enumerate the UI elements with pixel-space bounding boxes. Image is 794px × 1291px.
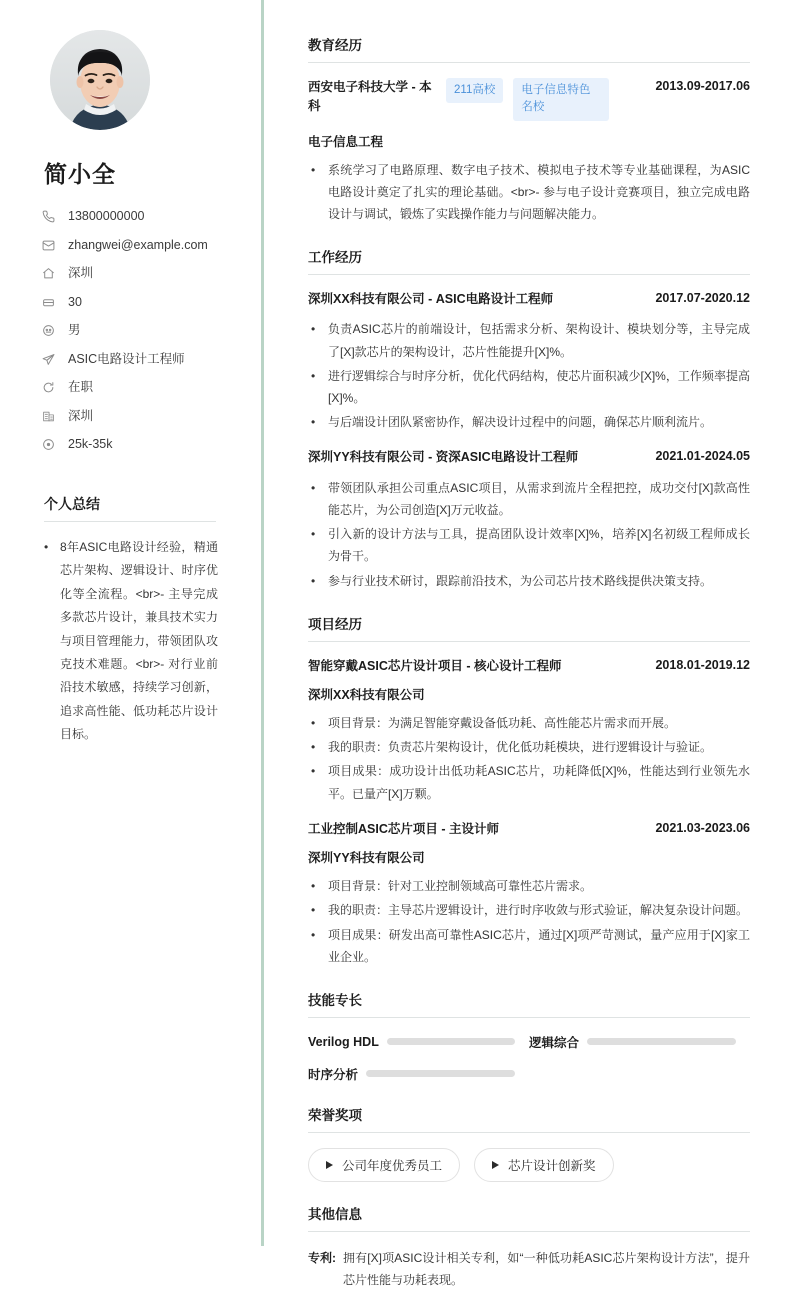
education-tag: 电子信息特色名校	[513, 78, 609, 121]
contact-position	[42, 352, 231, 367]
skill-bar	[387, 1038, 515, 1045]
project-entry-head	[308, 820, 750, 839]
skill-item	[529, 1033, 750, 1051]
refresh-icon	[42, 381, 61, 394]
triangle-right-icon	[492, 1161, 499, 1169]
project-org: 深圳YY科技有限公司	[308, 851, 425, 866]
skills-grid	[308, 1033, 750, 1083]
summary-item: • 8年ASIC电路设计经验，精通芯片架构、逻辑设计、时序优化等全流程。<br>- 主导完成多款芯片设计，兼具技术实力与项目管理能力，带领团队攻克技术难题。<br>- 对行业前沿技术敏感，持续学习创新，追求高性能、低功耗芯片设计目标。	[42, 536, 218, 747]
project-entry	[308, 820, 750, 968]
building-icon	[42, 410, 61, 423]
other-label: 专利:	[308, 1250, 336, 1265]
contact-phone	[42, 209, 231, 224]
work-entry	[308, 290, 750, 433]
contact-status-value: 在职	[68, 380, 94, 394]
contact-gender	[42, 323, 231, 338]
other-title: 其他信息	[308, 1203, 750, 1232]
education-bullets	[308, 159, 750, 226]
other-value: 拥有[X]项ASIC设计相关专利，如“一种低功耗ASIC芯片架构设计方法”，提升芯片性能与功耗表现。	[343, 1250, 750, 1288]
projects-section	[308, 613, 750, 968]
skill-name: Verilog HDL	[308, 1034, 379, 1049]
bullet: • 我的职责：负责芯片架构设计，优化低功耗模块，进行逻辑设计与验证。	[308, 736, 750, 758]
contact-position-value: ASIC电路设计工程师	[68, 351, 185, 366]
contact-email	[42, 238, 231, 253]
contact-salary-value: 25k-35k	[68, 437, 113, 451]
home-icon	[42, 267, 61, 280]
education-date: 2013.09-2017.06	[655, 79, 750, 93]
contact-age	[42, 295, 231, 310]
project-entry	[308, 657, 750, 805]
bullet: • 与后端设计团队紧密协作，解决设计过程中的问题，确保芯片顺利流片。	[308, 411, 750, 433]
other-row	[308, 1247, 750, 1291]
work-entry-date: 2017.07-2020.12	[655, 291, 750, 306]
contact-age-value: 30	[68, 294, 82, 309]
contact-phone-value: 13800000000	[68, 209, 145, 223]
summary-title: 个人总结	[44, 494, 216, 522]
work-bullets	[308, 477, 750, 592]
work-entry-title: 深圳XX科技有限公司 - ASIC电路设计工程师	[308, 292, 554, 307]
project-bullets	[308, 712, 750, 805]
education-entry-head-left	[308, 78, 645, 121]
contact-list	[42, 209, 231, 452]
project-org: 深圳XX科技有限公司	[308, 688, 425, 703]
main-content	[264, 0, 794, 1288]
triangle-right-icon	[326, 1161, 333, 1169]
bullet: • 参与行业技术研讨，跟踪前沿技术，为公司芯片技术路线提供决策支持。	[308, 570, 750, 592]
work-entry-head	[308, 448, 750, 467]
bullet: • 项目成果：成功设计出低功耗ASIC芯片，功耗降低[X]%，性能达到行业领先水平。已量产[X]万颗。	[308, 760, 750, 804]
education-title: 教育经历	[308, 34, 750, 63]
work-entry-head	[308, 290, 750, 309]
work-entry	[308, 448, 750, 591]
project-entry-date: 2018.01-2019.12	[655, 657, 750, 672]
contact-gender-value: 男	[68, 323, 81, 337]
award-label: 芯片设计创新奖	[508, 1158, 596, 1173]
project-bullets	[308, 875, 750, 968]
education-tag: 211高校	[446, 78, 503, 103]
page-title: 简小全	[44, 161, 116, 187]
contact-location	[42, 266, 231, 281]
work-section	[308, 246, 750, 592]
project-entry-title: 智能穿戴ASIC芯片设计项目 - 核心设计工程师	[308, 658, 562, 673]
avatar	[50, 30, 150, 130]
contact-city-value: 深圳	[68, 408, 94, 423]
other-section	[308, 1203, 750, 1291]
award-pill[interactable]	[308, 1148, 460, 1182]
skill-bar	[587, 1038, 736, 1045]
envelope-icon	[42, 239, 61, 252]
education-entry-head	[308, 78, 750, 121]
skill-name: 时序分析	[308, 1067, 359, 1082]
education-school: 西安电子科技大学 - 本科	[308, 80, 432, 114]
contact-email-value: zhangwei@example.com	[68, 237, 208, 252]
bullet: • 项目成果：研发出高可靠性ASIC芯片，通过[X]项严苛测试，量产应用于[X]家工业企业。	[308, 924, 750, 968]
gender-icon	[42, 324, 61, 337]
id-card-icon	[42, 296, 61, 309]
bullet: • 系统学习了电路原理、数字电子技术、模拟电子技术等专业基础课程，为ASIC电路设计奠定了扎实的理论基础。<br>- 参与电子设计竞赛项目，独立完成电路设计与调试，锻炼了实践操作能力与问题解决能力。	[308, 159, 750, 226]
skill-bar	[366, 1070, 515, 1077]
project-entry-date: 2021.03-2023.06	[655, 820, 750, 835]
skill-item	[308, 1065, 529, 1083]
project-entry-head	[308, 657, 750, 676]
award-pill[interactable]	[474, 1148, 614, 1182]
projects-title: 项目经历	[308, 613, 750, 642]
summary-list	[42, 536, 231, 747]
contact-location-value: 深圳	[68, 266, 94, 280]
work-entry-date: 2021.01-2024.05	[655, 449, 750, 464]
education-major: 电子信息工程	[308, 134, 384, 149]
bullet: • 带领团队承担公司重点ASIC项目，从需求到流片全程把控，成功交付[X]款高性能芯片，为公司创造[X]万元收益。	[308, 477, 750, 521]
sidebar	[0, 0, 264, 1246]
skills-section	[308, 989, 750, 1083]
education-entry	[308, 78, 750, 225]
summary-section	[42, 494, 231, 747]
awards-section	[308, 1104, 750, 1182]
bullet: • 我的职责：主导芯片逻辑设计，进行时序收敛与形式验证，解决复杂设计问题。	[308, 899, 750, 921]
awards-list	[308, 1148, 750, 1182]
bullet: • 引入新的设计方法与工具，提高团队设计效率[X]%，培养[X]名初级工程师成长为骨干。	[308, 523, 750, 567]
bullet: • 项目背景：为满足智能穿戴设备低功耗、高性能芯片需求而开展。	[308, 712, 750, 734]
award-label: 公司年度优秀员工	[342, 1158, 443, 1173]
bullet: • 进行逻辑综合与时序分析，优化代码结构，使芯片面积减少[X]%，工作频率提高[X]%。	[308, 365, 750, 409]
project-entry-title: 工业控制ASIC芯片项目 - 主设计师	[308, 821, 499, 836]
work-bullets	[308, 318, 750, 433]
target-icon	[42, 438, 61, 451]
paper-plane-icon	[42, 353, 61, 366]
skills-title: 技能专长	[308, 989, 750, 1018]
work-entry-title: 深圳YY科技有限公司 - 资深ASIC电路设计工程师	[308, 450, 579, 465]
education-tags	[446, 78, 609, 121]
education-section	[308, 34, 750, 225]
contact-salary	[42, 437, 231, 452]
phone-icon	[42, 210, 61, 223]
contact-status	[42, 380, 231, 395]
skill-name: 逻辑综合	[529, 1035, 580, 1050]
bullet: • 负责ASIC芯片的前端设计，包括需求分析、架构设计、模块划分等，主导完成了[X]款芯片的架构设计，芯片性能提升[X]%。	[308, 318, 750, 362]
bullet: • 项目背景：针对工业控制领域高可靠性芯片需求。	[308, 875, 750, 897]
contact-city	[42, 409, 231, 424]
skill-item	[308, 1033, 529, 1051]
work-title: 工作经历	[308, 246, 750, 275]
awards-title: 荣誉奖项	[308, 1104, 750, 1133]
